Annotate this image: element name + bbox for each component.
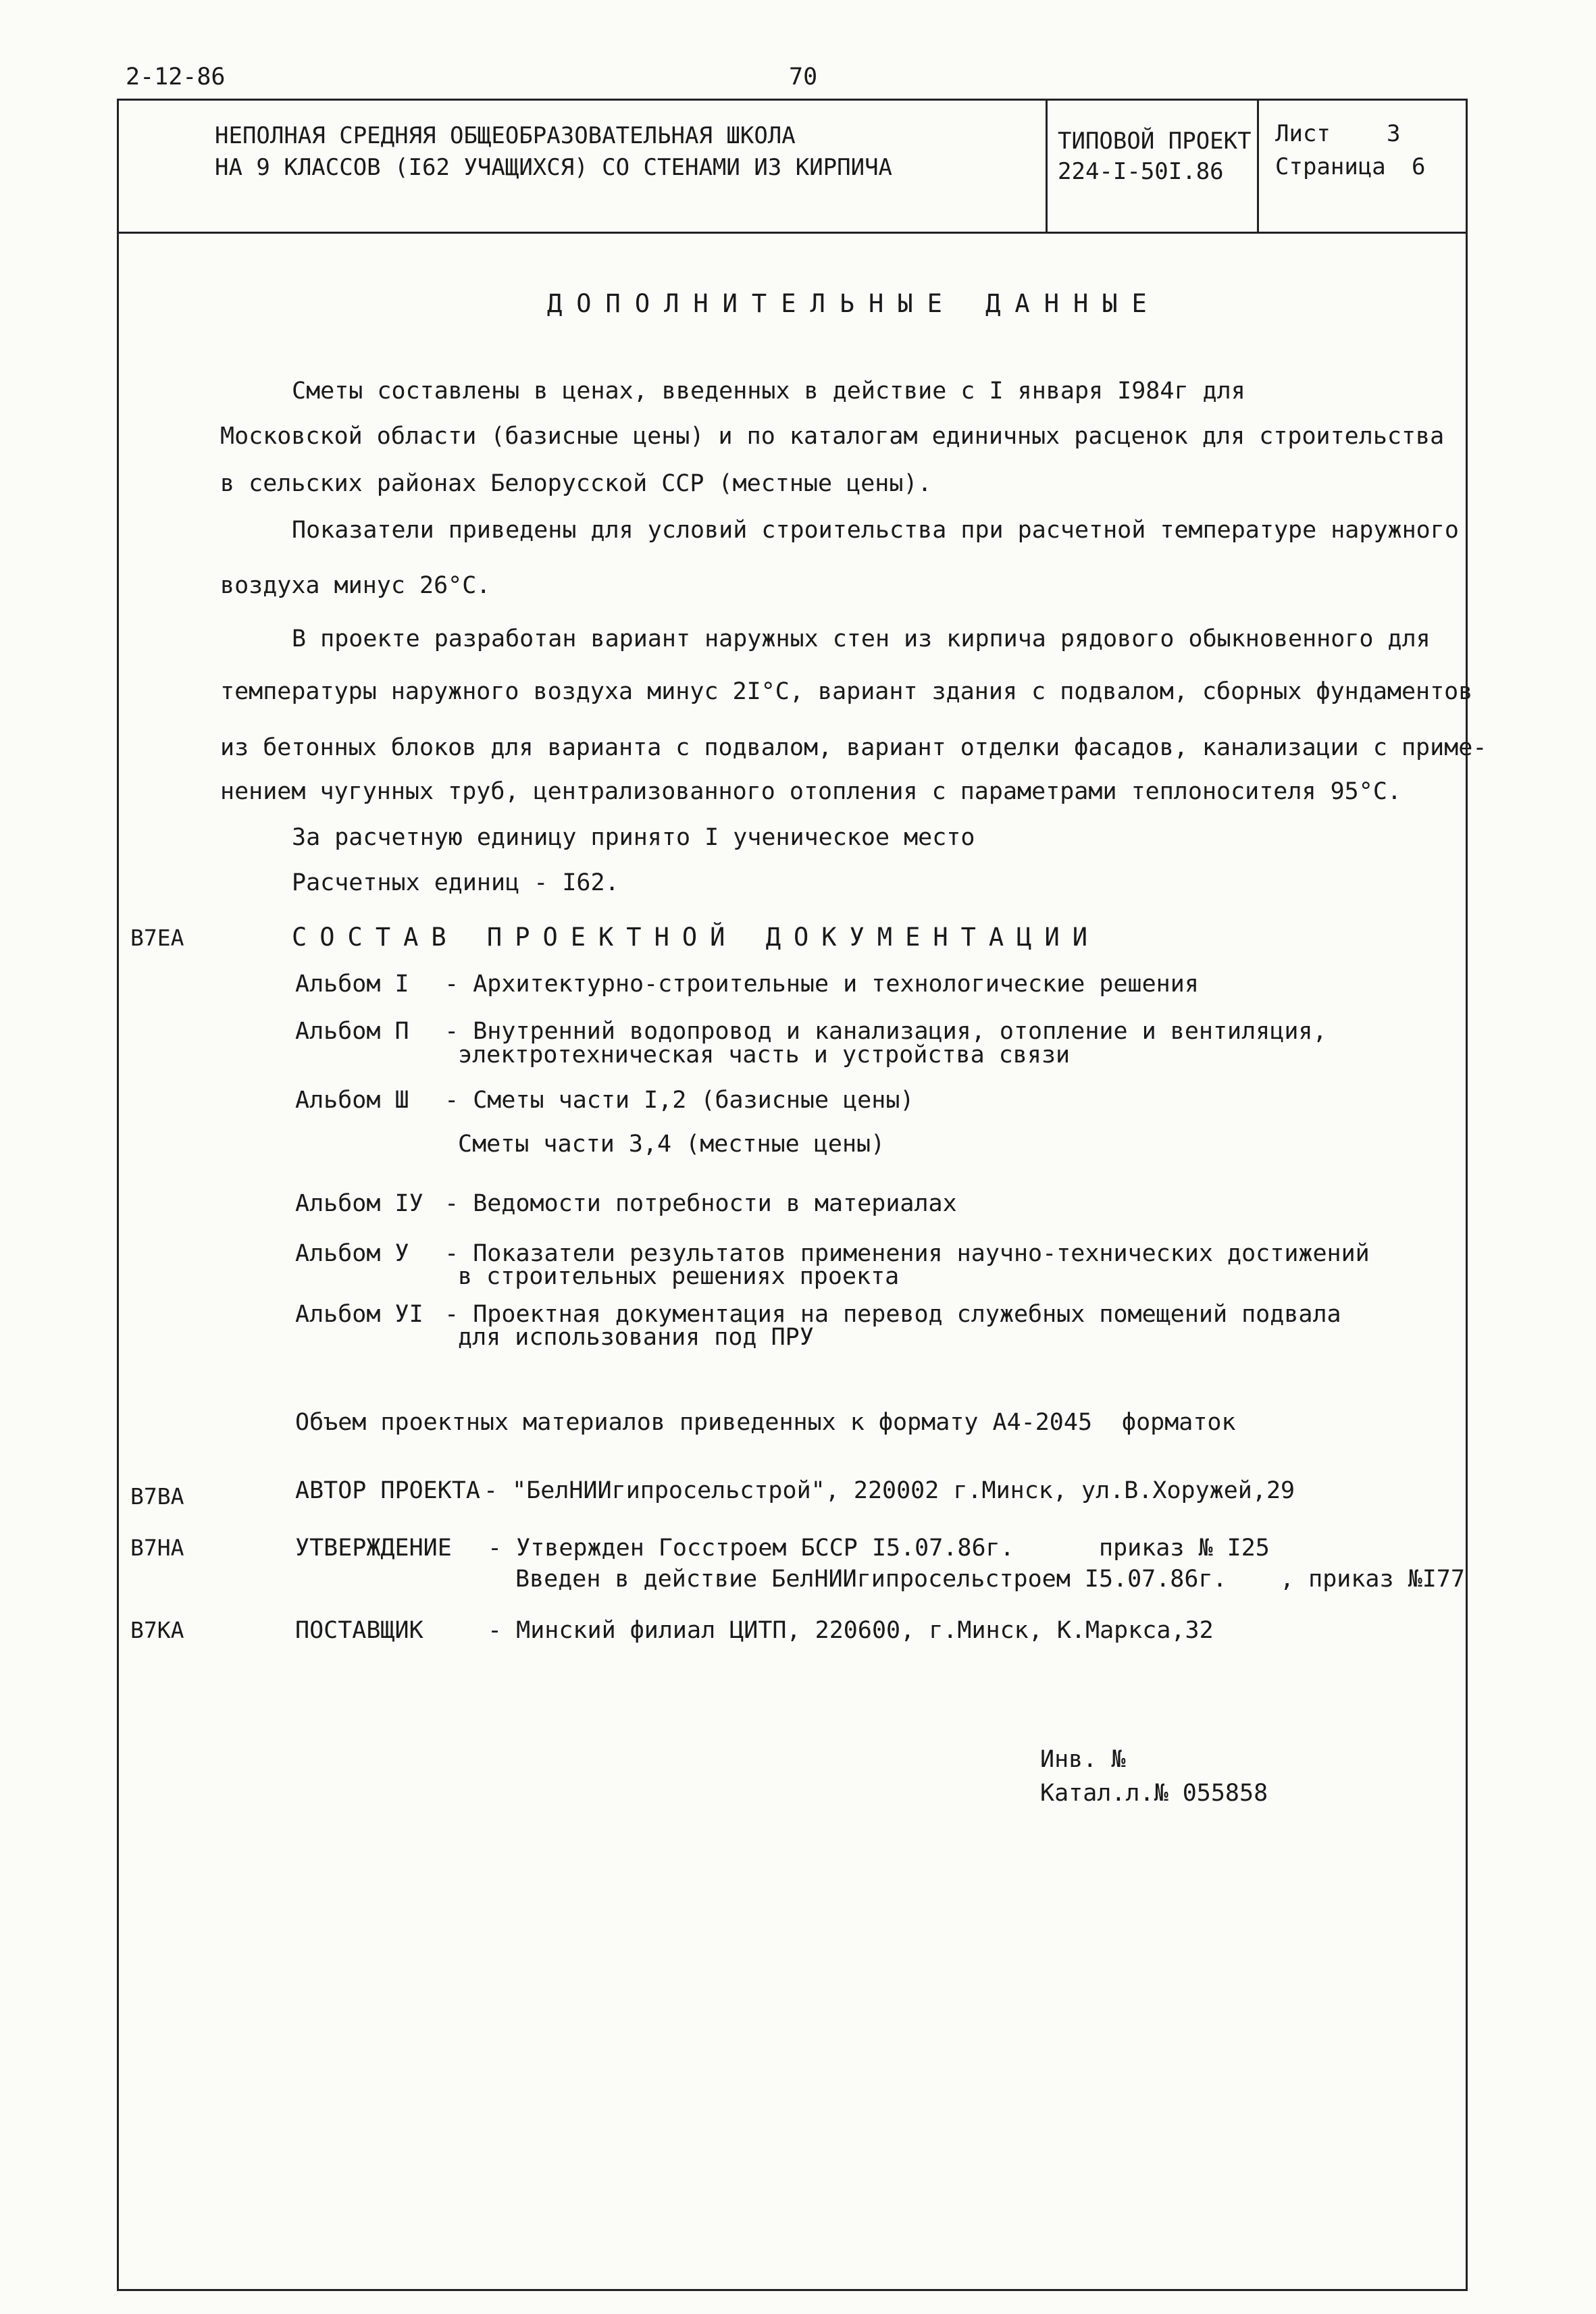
approval-line-2: Введен в действие БелНИИгипросельстроем I5.07.86г. [515, 1566, 1227, 1593]
page-number: 70 [789, 63, 818, 91]
title-block-separator-2 [1257, 99, 1259, 234]
album-dash: - [444, 1240, 459, 1267]
paragraph-line: Показатели приведены для условий строительства при расчетной температуре наружного [292, 517, 1459, 544]
approval-label: УТВЕРЖДЕНИЕ [295, 1535, 452, 1562]
document-title-line-1: НЕПОЛНАЯ СРЕДНЯЯ ОБЩЕОБРАЗОВАТЕЛЬНАЯ ШКОЛА [215, 122, 796, 149]
paragraph-line: Московской области (базисные цены) и по каталогам единичных расценок для строительства [220, 423, 1445, 450]
approval-line-1: - Утвержден Госстроем БССР I5.07.86г. [488, 1535, 1014, 1562]
approval-order-2: , приказ №I77 [1280, 1566, 1465, 1593]
volume-text: Объем проектных материалов приведенных к формату А4-2045 [295, 1409, 1093, 1436]
album-dash: - [444, 971, 459, 998]
supplier-code: B7KA [130, 1617, 184, 1643]
paragraph-line: нением чугунных труб, централизованного отопления с параметрами теплоносителя 95°С. [220, 778, 1401, 805]
approval-code: B7HA [130, 1535, 184, 1561]
album-text: Сметы части I,2 (базисные цены) [473, 1087, 915, 1114]
approval-order-1: приказ № I25 [1099, 1535, 1270, 1562]
album-dash: - [444, 1087, 459, 1114]
album-item [295, 1300, 1341, 1329]
album-text-continuation: для использования под ПРУ [458, 1324, 814, 1351]
title-block-divider [117, 232, 1468, 234]
author-text: - "БелНИИгипросельстрой", 220002 г.Минск, ул.В.Хоружей,29 [484, 1477, 1295, 1504]
supplier-text: - Минский филиал ЦИТП, 220600, г.Минск, К.Маркса,32 [488, 1617, 1214, 1644]
section-code: B7EA [130, 925, 184, 951]
album-dash: - [444, 1018, 459, 1045]
project-number: 224-I-50I.86 [1058, 158, 1224, 185]
album-text: Сметы части 3,4 (местные цены) [458, 1131, 885, 1158]
paragraph-line: Сметы составлены в ценах, введенных в действие с I января I984г для [292, 378, 1245, 405]
volume-unit: форматок [1122, 1409, 1236, 1436]
album-text-continuation: электротехническая часть и устройства связи [458, 1042, 1071, 1069]
author-label: АВТОР ПРОЕКТА [295, 1477, 480, 1504]
album-label: Альбом Ш [295, 1087, 409, 1114]
album-label: Альбом УI [295, 1301, 423, 1328]
paragraph-line: воздуха минус 26°С. [220, 572, 491, 599]
paragraph-line: из бетонных блоков для варианта с подвалом, вариант отделки фасадов, канализации с приме- [220, 734, 1487, 761]
sheet-label: Лист [1275, 120, 1331, 147]
album-label: Альбом IУ [295, 1190, 423, 1217]
author-code: B7BA [130, 1483, 184, 1510]
additional-data-heading: ДОПОЛНИТЕЛЬНЫЕ ДАННЫЕ [547, 289, 1161, 318]
project-label: ТИПОВОЙ ПРОЕКТ [1058, 128, 1252, 155]
title-block-separator-1 [1046, 99, 1048, 234]
album-text: Показатели результатов применения научно-технических достижений [473, 1240, 1370, 1267]
album-item [295, 969, 1199, 999]
album-dash: - [444, 1301, 459, 1328]
composition-heading: СОСТАВ ПРОЕКТНОЙ ДОКУМЕНТАЦИИ [292, 923, 1101, 952]
paragraph-line: Расчетных единиц - I62. [292, 869, 619, 896]
album-text: Внутренний водопровод и канализация, отопление и вентиляция, [473, 1018, 1327, 1045]
catalog-number: Катал.л.№ 055858 [1040, 1780, 1268, 1807]
paragraph-line: За расчетную единицу принято I ученическое место [292, 824, 975, 851]
series-code: 2-12-86 [126, 63, 226, 91]
album-label: Альбом I [295, 971, 409, 998]
document-title-line-2: НА 9 КЛАССОВ (I62 УЧАЩИХСЯ) СО СТЕНАМИ ИЗ КИРПИЧА [215, 154, 893, 181]
album-dash: - [444, 1190, 459, 1217]
sheet-value: 3 [1387, 120, 1401, 147]
album-label: Альбом У [295, 1240, 409, 1267]
album-text: Архитектурно-строительные и технологические решения [473, 971, 1199, 998]
album-text-continuation: в строительных решениях проекта [458, 1263, 900, 1290]
supplier-label: ПОСТАВЩИК [295, 1617, 423, 1644]
album-text: Ведомости потребности в материалах [473, 1190, 957, 1217]
album-item [295, 1189, 957, 1218]
paragraph-line: температуры наружного воздуха минус 2I°С, вариант здания с подвалом, сборных фундаментов [220, 678, 1473, 705]
album-label: Альбом П [295, 1018, 409, 1045]
inventory-label: Инв. № [1040, 1746, 1126, 1773]
album-text: Проектная документация на перевод служебных помещений подвала [473, 1301, 1341, 1328]
paragraph-line: В проекте разработан вариант наружных стен из кирпича рядового обыкновенного для [292, 625, 1431, 652]
page-value: 6 [1412, 153, 1426, 180]
paragraph-line: в сельских районах Белорусской ССР (местные цены). [220, 470, 932, 497]
album-item [295, 1085, 914, 1115]
page-label: Страница [1275, 153, 1386, 180]
